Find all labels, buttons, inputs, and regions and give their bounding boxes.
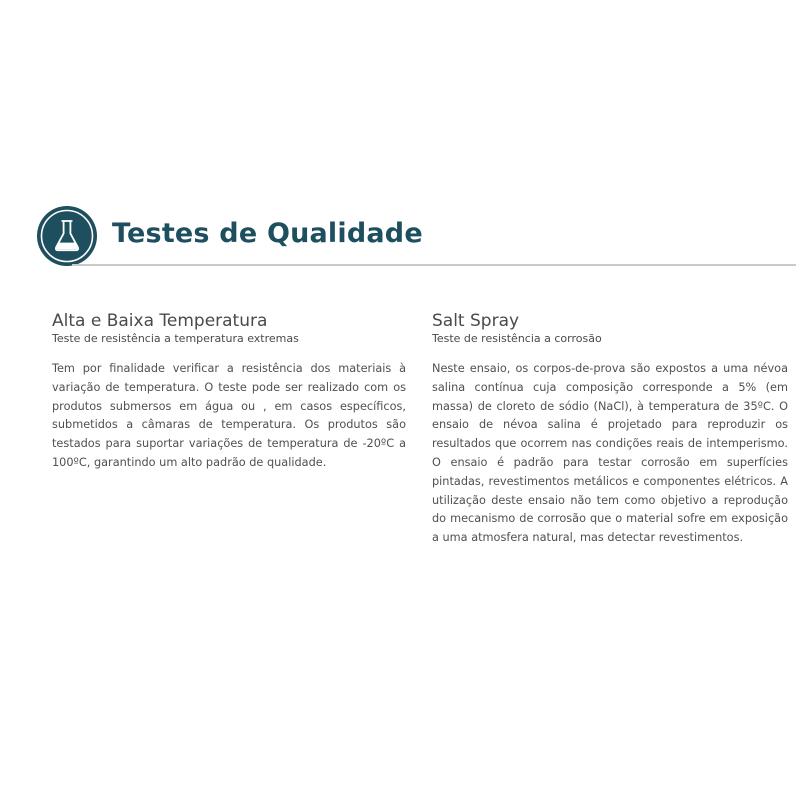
flask-icon bbox=[36, 205, 98, 267]
header-divider bbox=[72, 264, 796, 266]
section-header bbox=[36, 205, 796, 269]
section-salt-spray bbox=[432, 311, 788, 548]
section-temperature bbox=[52, 311, 406, 473]
section-title: Alta e Baixa Temperatura bbox=[52, 311, 268, 331]
page-title: Testes de Qualidade bbox=[112, 218, 423, 249]
section-body: Tem por finalidade verificar a resistência dos materiais à variação de temperatura. O teste pode ser realizado com os produtos submersos em água ou , em casos específicos, submetidos a câmaras de temperatura. Os produtos são testados para suportar variações de temperatura de -20ºC a 100ºC, garantindo um alto padrão de qualidade. bbox=[52, 362, 406, 469]
section-title: Salt Spray bbox=[432, 311, 520, 331]
section-body: Neste ensaio, os corpos-de-prova são expostos a uma névoa salina contínua cuja composição corresponde a 5% (em massa) de cloreto de sódio (NaCl), à temperatura de 35ºC. O ensaio de névoa salina é projetado para reproduzir os resultados que ocorrem nas condições reais de intemperismo. O ensaio é padrão para testar corrosão em superfícies pintadas, revestimentos metálicos e componentes elétricos. A utilização deste ensaio não tem como objetivo a reprodução do mecanismo de corrosão que o material sofre em exposição a uma atmosfera natural, mas detectar revestimentos. bbox=[432, 362, 788, 545]
section-subtitle: Teste de resistência a corrosão bbox=[432, 332, 602, 345]
section-subtitle: Teste de resistência a temperatura extremas bbox=[52, 332, 299, 345]
